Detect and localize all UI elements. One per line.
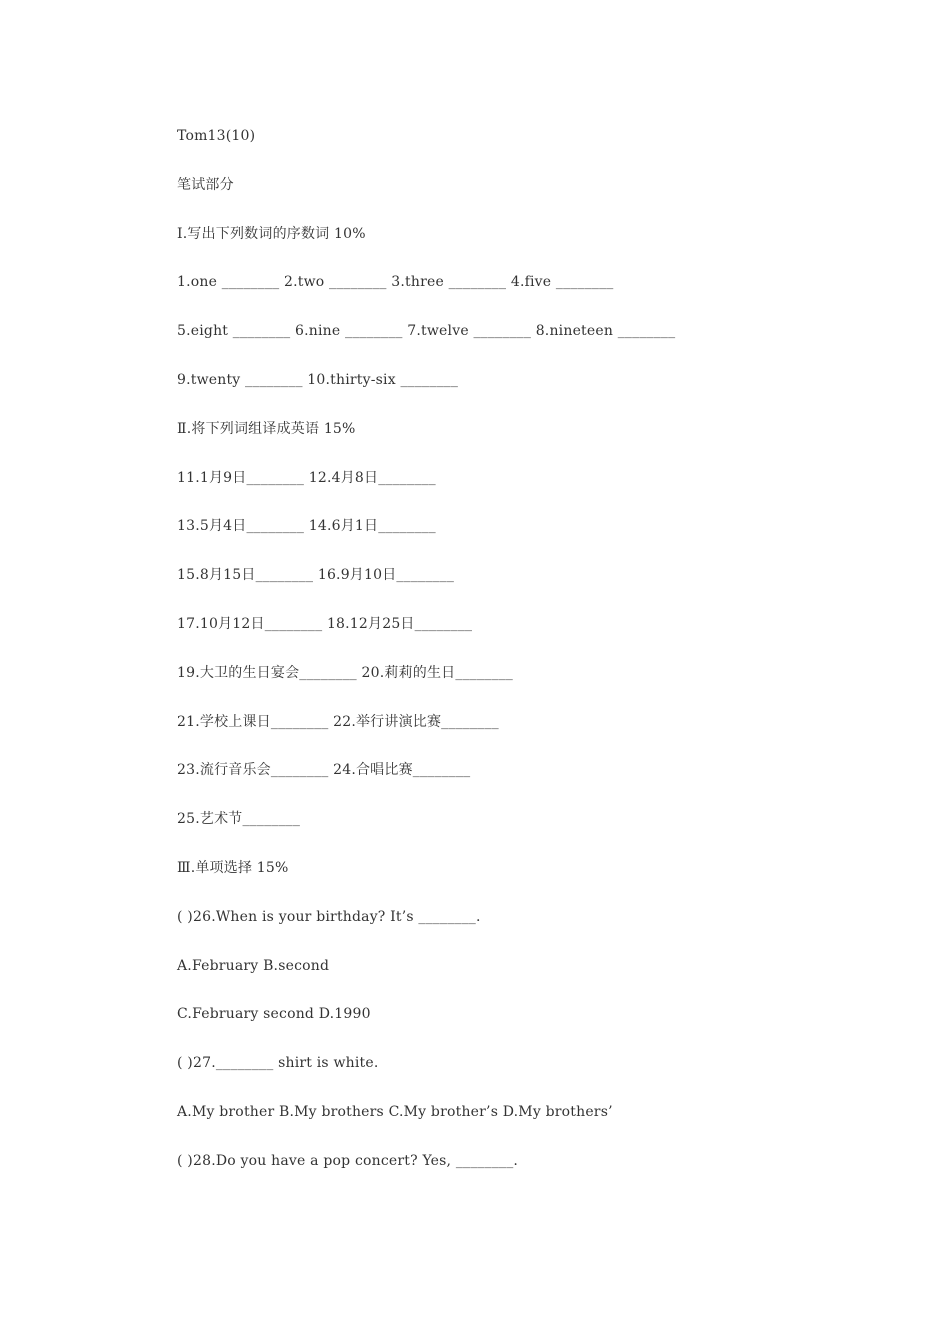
section-1-heading: Ⅰ.写出下列数词的序数词 10%	[177, 225, 366, 242]
question-27-options: A.My brother B.My brothers C.My brother’s D.My brothers’	[177, 1103, 613, 1120]
question-line-21-22: 21.学校上课日________ 22.举行讲演比赛________	[177, 713, 499, 730]
section-label: 笔试部分	[177, 176, 234, 193]
document-content	[177, 126, 877, 1200]
question-27: ( )27.________ shirt is white.	[177, 1055, 379, 1072]
question-line-19-20: 19.大卫的生日宴会________ 20.莉莉的生日________	[177, 664, 513, 681]
question-26: ( )26.When is your birthday? It’s ________.	[177, 908, 481, 925]
document-title: Tom13(10)	[177, 128, 256, 144]
question-28: ( )28.Do you have a pop concert? Yes, ________.	[177, 1152, 519, 1169]
question-line-17-18: 17.10月12日________ 18.12月25日________	[177, 615, 473, 632]
section-3-heading: Ⅲ.单项选择 15%	[177, 859, 289, 876]
question-line-25: 25.艺术节________	[177, 811, 301, 828]
question-26-options-cd: C.February second D.1990	[177, 1006, 371, 1023]
question-line-11-12: 11.1月9日________ 12.4月8日________	[177, 469, 436, 486]
section-2-heading: Ⅱ.将下列词组译成英语 15%	[177, 420, 356, 437]
question-line-15-16: 15.8月15日________ 16.9月10日________	[177, 567, 455, 584]
question-line-1-4: 1.one ________ 2.two ________ 3.three ________ 4.five ________	[177, 274, 614, 291]
question-line-5-8: 5.eight ________ 6.nine ________ 7.twelve ________ 8.nineteen ________	[177, 323, 676, 340]
question-line-9-10: 9.twenty ________ 10.thirty-six ________	[177, 371, 459, 388]
question-26-options-ab: A.February B.second	[177, 957, 330, 974]
question-line-13-14: 13.5月4日________ 14.6月1日________	[177, 518, 436, 535]
question-line-23-24: 23.流行音乐会________ 24.合唱比赛________	[177, 762, 471, 779]
